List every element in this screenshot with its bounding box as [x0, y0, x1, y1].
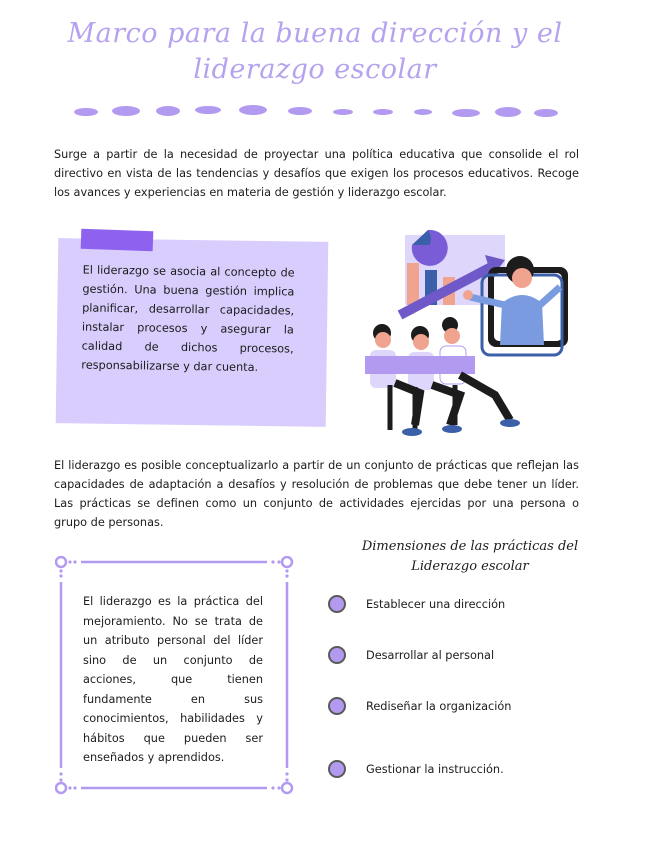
bullet-circle-icon: [328, 760, 346, 778]
decorative-brush-divider: [68, 104, 568, 124]
dimensions-title-line-2: Liderazgo escolar: [411, 559, 529, 574]
dimension-item: [328, 646, 494, 664]
dimension-label: Desarrollar al personal: [366, 648, 495, 662]
team-meeting-illustration: [360, 225, 580, 440]
bullet-circle-icon: [328, 646, 346, 664]
dimension-label: Gestionar la instrucción.: [366, 762, 504, 776]
note-text: El liderazgo se asocia al concepto de gestión. Una buena gestión implica planificar, desarrollar capacidades, instalar procesos y asegurar la calidad de dichos procesos, responsabilizarse y dar cuenta.: [81, 263, 295, 374]
dimension-label: Establecer una dirección: [366, 597, 506, 611]
note-tape: [81, 229, 154, 252]
dimensions-title-line-1: Dimensiones de las prácticas del: [361, 539, 579, 554]
dimension-item: [328, 760, 504, 778]
dimension-item: [328, 697, 511, 715]
bullet-circle-icon: [328, 595, 346, 613]
dimensions-title: [355, 537, 585, 577]
frame-text: El liderazgo es la práctica del mejoramiento. No se trata de un atributo personal del líder sino de un conjunto de acciones, que tienen fundamente en sus conocimientos, habilidades y hábitos que pueden ser enseñados y aprendidos.: [83, 595, 263, 764]
title-line-1: Marco para la buena dirección y el: [67, 18, 563, 49]
dimension-label: Rediseñar la organización: [366, 699, 512, 713]
bullet-circle-icon: [328, 697, 346, 715]
title-line-2: liderazgo escolar: [193, 54, 437, 85]
page-title: [60, 16, 570, 88]
dimension-item: [328, 595, 505, 613]
intro-paragraph: Surge a partir de la necesidad de proyectar una política educativa que consolide el rol directivo en vista de las tendencias y desafíos que exigen los procesos educativos. Recoge los avances y experiencias en materia de gestión y liderazgo escolar.: [54, 148, 579, 199]
definition-paragraph: El liderazgo es posible conceptualizarlo a partir de un conjunto de prácticas que reflejan las capacidades de adaptación a desafíos y resolución de problemas que debe tener un líder. Las prácticas se definen como un conjunto de actividades ejercidas por una persona o grupo de personas.: [54, 459, 579, 529]
